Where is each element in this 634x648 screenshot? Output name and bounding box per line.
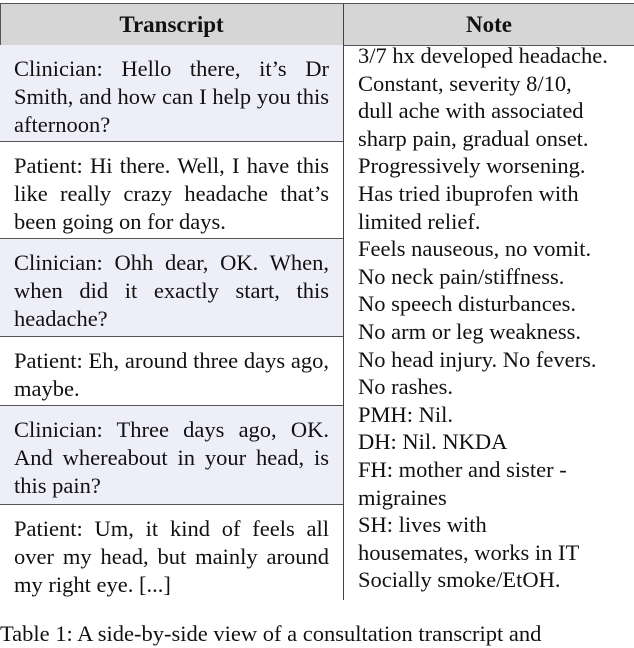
table-caption: Table 1: A side-by-side view of a consultation transcript and <box>0 621 542 646</box>
note-line: Socially smoke/EtOH. <box>358 567 561 593</box>
transcript-row-text: Patient: Eh, around three days ago, maybe. <box>14 348 329 401</box>
note-line: sharp pain, gradual onset. <box>358 125 589 151</box>
note-line: Constant, severity 8/10, <box>358 70 572 96</box>
transcript-row-text: Clinician: Three days ago, OK. And whereabout in your head, is this pain? <box>14 417 329 498</box>
note-line: migraines <box>358 484 447 510</box>
note-line: No speech disturbances. <box>358 291 577 317</box>
transcript-row-text: Clinician: Hello there, it’s Dr Smith, and how can I help you this afternoon? <box>14 56 329 137</box>
transcript-row-clinician <box>0 239 343 337</box>
transcript-row-clinician <box>0 45 343 142</box>
note-line: Feels nauseous, no vomit. <box>358 236 592 262</box>
transcript-row-text: Patient: Um, it kind of feels all over my head, but mainly around my right eye. [...] <box>14 516 329 597</box>
column-divider <box>343 3 344 600</box>
note-line: 3/7 hx developed headache. <box>358 43 608 68</box>
transcript-row-clinician <box>0 406 343 505</box>
transcript-row-patient <box>0 142 343 239</box>
note-line: SH: lives with <box>358 512 487 538</box>
note-line: FH: mother and sister - <box>358 456 567 482</box>
note-line: No arm or leg weakness. <box>358 318 582 344</box>
note-line: Progressively worsening. <box>358 153 586 179</box>
note-line: limited relief. <box>358 208 481 234</box>
table-header <box>0 3 634 46</box>
note-line: No neck pain/stiffness. <box>358 263 565 289</box>
transcript-row-text: Patient: Hi there. Well, I have this like really crazy headache that’s been going on for days. <box>14 153 329 234</box>
note-line: housemates, works in IT <box>358 539 580 565</box>
note-line: Has tried ibuprofen with <box>358 180 579 206</box>
note-column <box>358 42 634 594</box>
note-line: DH: Nil. NKDA <box>358 429 508 455</box>
note-line: dull ache with associated <box>358 98 584 124</box>
transcript-row-patient <box>0 505 343 600</box>
header-transcript: Transcript <box>119 12 224 37</box>
note-line: No head injury. No fevers. <box>358 346 597 372</box>
transcript-row-text: Clinician: Ohh dear, OK. When, when did it exactly start, this headache? <box>14 250 329 331</box>
note-line: PMH: Nil. <box>358 401 454 427</box>
note-line: No rashes. <box>358 374 453 400</box>
transcript-row-patient <box>0 337 343 406</box>
header-note: Note <box>466 12 512 37</box>
